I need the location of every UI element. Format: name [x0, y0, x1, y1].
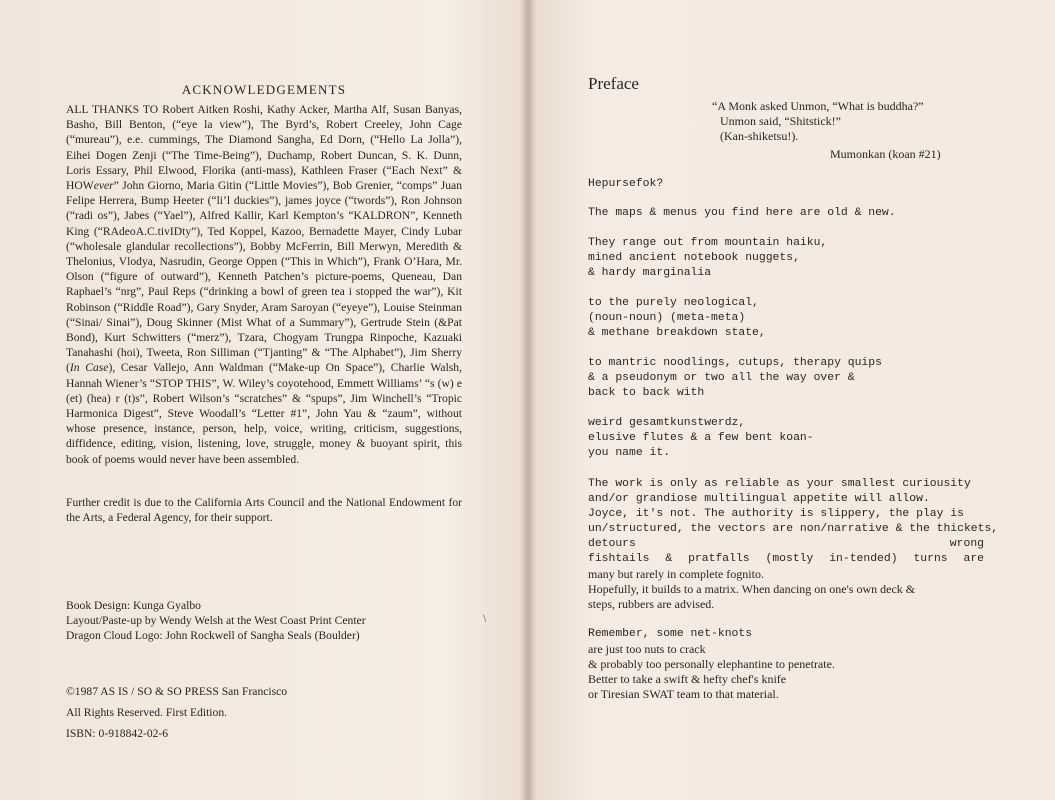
stanza-line: Better to take a swift & hefty chef's knife	[588, 672, 787, 686]
preface-maps	[588, 206, 984, 221]
stanza-line: Remember, some net-knots	[588, 628, 753, 640]
design-line: Book Design: Kunga Gyalbo	[66, 599, 201, 612]
stanza-remember	[588, 627, 984, 702]
stanza-range	[588, 236, 984, 281]
work-line: detours wrong	[588, 538, 984, 550]
design-credits	[66, 598, 462, 643]
work-line: fishtails & pratfalls (mostly in-tended) turns are	[588, 553, 984, 565]
publication-info	[66, 684, 462, 747]
copyright-line: ©1987 AS IS / SO & SO PRESS San Francisco	[66, 685, 288, 698]
stanza-line: back to back with	[588, 387, 705, 399]
stanza-line: & a pseudonym or two all the way over &	[588, 372, 855, 384]
stanza-line: mined ancient notebook nuggets,	[588, 252, 800, 264]
preface-greeting	[588, 177, 984, 192]
stanza-line: you name it.	[588, 447, 671, 459]
margin-mark: \	[483, 611, 487, 625]
thanks-italic-in-case: In Case	[69, 361, 109, 375]
epigraph-line: “A Monk asked Unmon, “What is buddha?”	[712, 99, 924, 113]
book-gutter	[520, 0, 536, 800]
stanza-line: (noun-noun) (meta-meta)	[588, 312, 746, 324]
further-credit-text: Further credit is due to the California Arts Council and the National Endowment for the Arts, a Federal Agency, for their support.	[66, 496, 462, 525]
maps-line: The maps & menus you find here are old & new.	[588, 207, 896, 219]
greeting-line: Hepursefok?	[588, 178, 664, 190]
acknowledgements-heading: ACKNOWLEDGEMENTS	[181, 82, 347, 97]
stanza-weird	[588, 416, 984, 461]
stanza-line: weird gesamtkunstwerdz,	[588, 417, 746, 429]
epigraph-line: (Kan-shiketsu!).	[720, 129, 799, 143]
epigraph-citation: Mumonkan (koan #21)	[830, 147, 941, 161]
stanza-line: & methane breakdown state,	[588, 327, 766, 339]
work-line: un/structured, the vectors are non/narrative & the thickets,	[588, 523, 999, 535]
work-line: The work is only as reliable as your smallest curiousity	[588, 478, 971, 490]
acknowledgements-text	[66, 102, 462, 467]
rights-line: All Rights Reserved. First Edition.	[66, 706, 228, 719]
stanza-line: & probably too personally elephantine to penetrate.	[588, 657, 835, 671]
stanza-line: to the purely neological,	[588, 297, 759, 309]
preface-heading: Preface	[588, 74, 639, 93]
work-line: many but rarely in complete fognito.	[588, 567, 764, 581]
epigraph-line: Unmon said, “Shitstick!”	[720, 114, 841, 128]
work-line: Hopefully, it builds to a matrix. When dancing on one's own deck &	[588, 582, 916, 596]
design-line: Layout/Paste-up by Wendy Welsh at the West Coast Print Center	[66, 614, 366, 627]
stanza-line: are just too nuts to crack	[588, 642, 706, 656]
isbn-line: ISBN: 0-918842-02-6	[66, 727, 169, 740]
work-line: steps, rubbers are advised.	[588, 597, 715, 611]
thanks-part-3: ), Cesar Vallejo, Ann Waldman (“Make-up On Space”), Charlie Walsh, Hannah Wiener’s “STOP THIS”, W. Wiley’s coyotehood, Emmett Williams’ “s (w) e (et) (hea) r (t)s”, Robert Wilson’s “scratches” & “spups”, Jim Winchell’s “Tropic Harmonica Digest”, Steve Woodall’s “Letter #1”, John Yau & “zaum”, without whose presence, instance, person, help, voice, writing, criticism, suggestions, diffidence, editing, vision, listening, love, struggle, money & buoyant spirit, this book of poems would never have been assembled.	[66, 361, 462, 466]
epigraph	[712, 99, 992, 144]
thanks-part-1: ALL THANKS TO Robert Aitken Roshi, Kathy Acker, Martha Alf, Susan Banyas, Basho, Bill Benton, (“eye la view”), The Byrd’s, Robert Creeley, John Cage (“mureau”), e.e. cummings, The Diamond Sangha, Ed Dorn, (“Hello La Jolla”), Eihei Dogen Zenji (“The Time-Being”), Duchamp, Robert Duncan, S. K. Dunn, Loris Essary, Phil Elwood, Florika (anti-mass), Kathleen Fraser (“Each Next” & HOW	[66, 103, 462, 193]
thanks-italic-ever: ever	[93, 179, 114, 193]
thanks-part-2: ” John Giorno, Maria Gitin (“Little Movies”), Bob Grenier, “comps” Juan Felipe Herrera, Bump Heeter (“li’l duckies”), james joyce (“twords”), Ron Johnson (“radi os”), Jabes (“Yael”), Alfred Kallir, Karl Kempton’s “KALDRON”, Kenneth King (“RAdeoA.C.tivIDty”), Ted Koppel, Kazoo, Bernadette Mayer, Cindy Lubar (“wholesale glandular recollections”), Bobby McFerrin, Bill Merwyn, Meredith & Thelonius, Vlodya, Nasrudin, George Oppen (“This in Which”), Frank O’Hara, Mr. Olson (“figure of outward”), Kenneth Patchen’s picture-poems, Queneau, Dan Raphael’s “nrg”, Paul Reps (“drinking a bowl of green tea i stopped the war”), Kit Robinson (“Riddle Road”), Gary Snyder, Aram Saroyan (“eyeye”), Louise Steinman (“Sinai/ Sinai”), Doug Skinner (Mist What of a Summary”), Gertrude Stein (&Pat Bond), Kurt Schwitters (“merz”), Tzara, Chogyam Trungpa Rinpoche, Kazuaki Tanahashi (hoi), Tweeta, Ron Silliman (“Tjanting” & “The Alphabet”), Jim Sherry (	[66, 179, 462, 375]
stanza-line: or Tiresian SWAT team to that material.	[588, 687, 779, 701]
paragraph-work	[588, 477, 999, 612]
work-line: and/or grandiose multilingual appetite will allow.	[588, 493, 930, 505]
stanza-line: & hardy marginalia	[588, 267, 712, 279]
stanza-mantric	[588, 356, 984, 401]
stanza-line: elusive flutes & a few bent koan-	[588, 432, 814, 444]
design-line: Dragon Cloud Logo: John Rockwell of Sangha Seals (Boulder)	[66, 629, 360, 642]
stanza-neological	[588, 296, 984, 341]
stanza-line: to mantric noodlings, cutups, therapy quips	[588, 357, 882, 369]
further-credit	[66, 495, 462, 525]
stanza-line: They range out from mountain haiku,	[588, 237, 828, 249]
work-line: Joyce, it's not. The authority is slippery, the play is	[588, 508, 964, 520]
